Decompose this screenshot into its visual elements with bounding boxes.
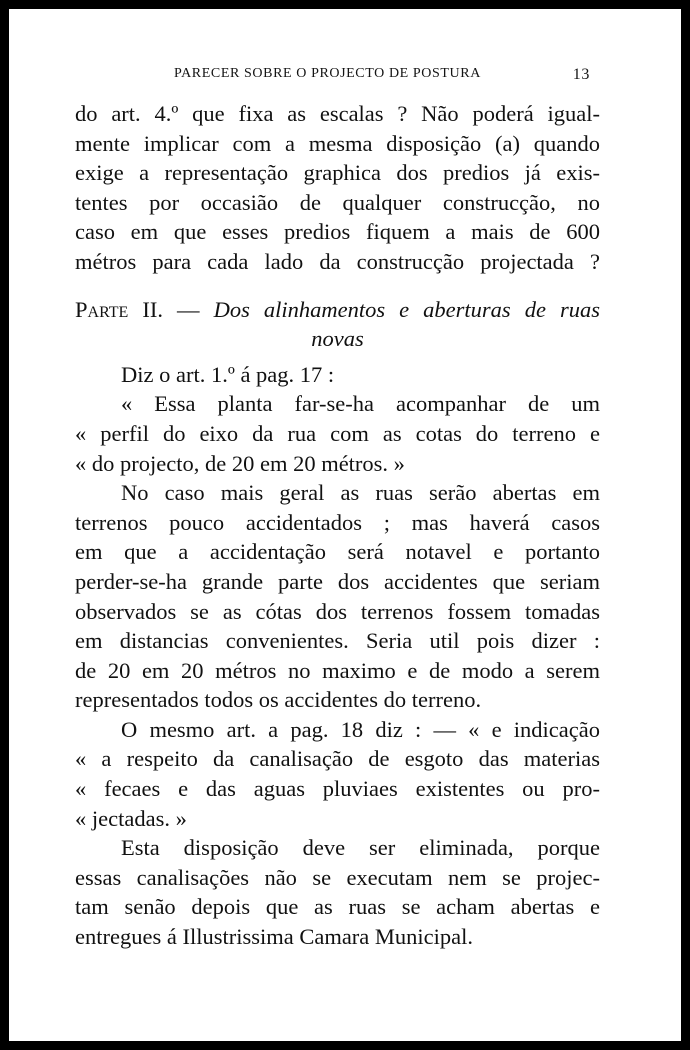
text-line: exige a representação graphica dos predios já exis- [75, 160, 600, 186]
text-line: em distancias convenientes. Seria util pois dizer : [75, 628, 600, 654]
heading-line [75, 295, 600, 325]
text-line: representados todos os accidentes do terreno. [75, 687, 482, 713]
quote-line: « perfil do eixo da rua com as cotas do terreno e [75, 420, 600, 446]
paragraph-4 [75, 715, 600, 833]
text-line: métros para cada lado da construcção projectada ? [75, 248, 600, 274]
part-label: Parte II. [75, 296, 163, 322]
book-page [9, 9, 681, 1041]
paragraph-2 [75, 360, 600, 390]
text-line: do art. 4.º que fixa as escalas ? Não poderá igual- [75, 101, 600, 126]
paragraph-1 [75, 99, 600, 277]
paragraph-3 [75, 478, 600, 715]
running-head [9, 66, 681, 88]
text-line: tam senão depois que as ruas se acham abertas e [75, 894, 600, 920]
text-line: terrenos pouco accidentados ; mas haverá casos [75, 509, 600, 535]
text-line: de 20 em 20 métros no maximo e de modo a serem [75, 657, 600, 683]
quote-1 [75, 389, 600, 478]
running-head-title: PARECER SOBRE O PROJECTO DE POSTURA [174, 66, 481, 81]
text-line: em que a accidentação será notavel e portanto [75, 539, 600, 565]
text-line: essas canalisações não se executam nem se projec- [75, 864, 600, 890]
quote-line: « Essa planta far-se-ha acompanhar de um [121, 391, 600, 417]
page-body [75, 99, 600, 952]
page-number: 13 [572, 66, 590, 83]
text-line: tentes por occasião de qualquer construcção, no [75, 189, 600, 215]
text-line: Diz o art. 1.º á pag. 17 : [121, 361, 335, 387]
text-line: O mesmo art. a pag. 18 diz : — « e indicação [121, 716, 600, 742]
text-line: Esta disposição deve ser eliminada, porque [121, 835, 600, 861]
text-line: « fecaes e das aguas pluviaes existentes ou pro- [75, 776, 600, 802]
text-line: entregues á Illustrissima Camara Municipal. [75, 924, 474, 950]
heading-title: Dos alinhamentos e aberturas de ruas [213, 296, 600, 322]
text-line: « jectadas. » [75, 805, 187, 831]
text-line: perder-se-ha grande parte dos accidentes que seriam [75, 568, 600, 594]
heading-title-continuation: novas [311, 326, 364, 352]
heading-dash: — [177, 296, 200, 322]
section-heading [75, 295, 600, 354]
text-line: mente implicar com a mesma disposição (a) quando [75, 130, 600, 156]
text-line: observados se as cótas dos terrenos fossem tomadas [75, 598, 600, 624]
text-line: No caso mais geral as ruas serão abertas em [121, 480, 600, 506]
paragraph-5 [75, 833, 600, 951]
quote-line: « do projecto, de 20 em 20 métros. » [75, 450, 405, 476]
text-line: caso em que esses predios fiquem a mais de 600 [75, 219, 600, 245]
text-line: « a respeito da canalisação de esgoto das materias [75, 746, 600, 772]
